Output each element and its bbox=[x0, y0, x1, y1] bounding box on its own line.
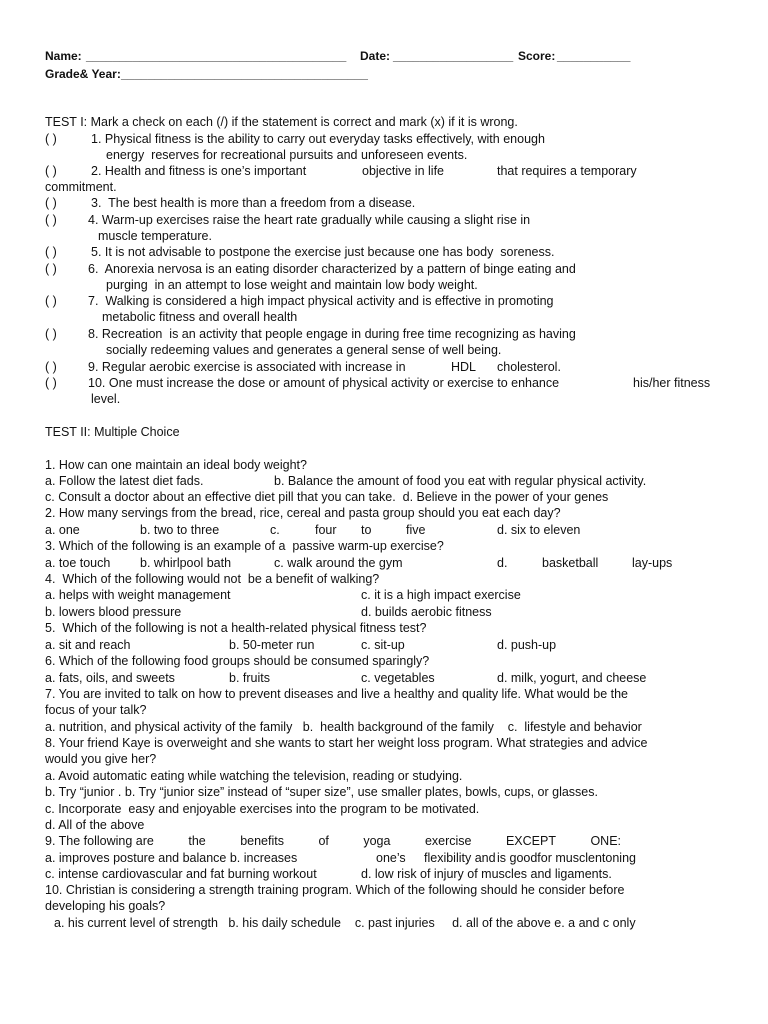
q9-options-ab-4: is goodfor musclentoning bbox=[497, 851, 636, 865]
q3-option-d-word2: lay-ups bbox=[632, 556, 673, 570]
item-3-paren[interactable]: ( ) bbox=[45, 196, 57, 210]
item-9-text-c: cholesterol. bbox=[497, 360, 561, 374]
q6-option-b: b. fruits bbox=[229, 671, 270, 685]
item-1-cont: energy reserves for recreational pursuits and unforeseen events. bbox=[106, 148, 468, 162]
q2-option-c-letter: c. bbox=[270, 523, 280, 537]
q3-option-d-word1: basketball bbox=[542, 556, 599, 570]
q4-option-b: b. lowers blood pressure bbox=[45, 605, 182, 619]
item-2-text-c: that requires a temporary bbox=[497, 164, 637, 178]
item-6-paren[interactable]: ( ) bbox=[45, 262, 57, 276]
q9-question bbox=[45, 834, 621, 849]
q9-word-3: benefits bbox=[240, 834, 284, 848]
test2-title: TEST II: Multiple Choice bbox=[45, 425, 180, 439]
q2-option-c-word2: to bbox=[361, 523, 372, 537]
q8-option-a: a. Avoid automatic eating while watching the television, reading or studying. bbox=[45, 769, 463, 783]
q9-word-5: yoga bbox=[363, 834, 391, 848]
item-8-paren[interactable]: ( ) bbox=[45, 327, 57, 341]
q1-option-cd: c. Consult a doctor about an effective diet pill that you can take. d. Believe in the power of your genes bbox=[45, 490, 609, 504]
q6-option-c: c. vegetables bbox=[361, 671, 435, 685]
item-8-cont: socially redeeming values and generates a general sense of well being. bbox=[106, 343, 502, 357]
q8-question-line1: 8. Your friend Kaye is overweight and she wants to start her weight loss program. What strategies and advice bbox=[45, 736, 648, 750]
q10-question-line2: developing his goals? bbox=[45, 899, 166, 913]
q7-options: a. nutrition, and physical activity of the family b. health background of the family c. lifestyle and behavior bbox=[45, 720, 642, 734]
item-9-text-b: HDL bbox=[451, 360, 477, 374]
q6-option-a: a. fats, oils, and sweets bbox=[45, 671, 175, 685]
item-10-text-a: 10. One must increase the dose or amount of physical activity or exercise to enhance bbox=[88, 376, 560, 390]
q10-question-line1: 10. Christian is considering a strength training program. Which of the following should he consider before bbox=[45, 883, 625, 897]
name-blank[interactable]: _______________________________________ bbox=[86, 49, 347, 63]
q1-option-b: b. Balance the amount of food you eat with regular physical activity. bbox=[274, 474, 647, 488]
q8-option-c: c. Incorporate easy and enjoyable exercises into the program to be motivated. bbox=[45, 802, 480, 816]
q9-word-4: of bbox=[318, 834, 329, 848]
score-label: Score: bbox=[518, 49, 556, 63]
item-2-text-b: objective in life bbox=[362, 164, 444, 178]
item-2-cont: commitment. bbox=[45, 180, 117, 194]
q9-options-ab-2: one’s bbox=[376, 851, 406, 865]
score-blank[interactable]: ___________ bbox=[557, 49, 631, 63]
item-6-text: 6. Anorexia nervosa is an eating disorder characterized by a pattern of binge eating and bbox=[88, 262, 576, 276]
item-9-text-a: 9. Regular aerobic exercise is associated with increase in bbox=[88, 360, 406, 374]
q4-question: 4. Which of the following would not be a benefit of walking? bbox=[45, 572, 380, 586]
test1-instruction: TEST I: Mark a check on each (/) if the statement is correct and mark (x) if it is wrong. bbox=[45, 115, 518, 129]
q4-option-a: a. helps with weight management bbox=[45, 588, 231, 602]
q2-option-c-word1: four bbox=[315, 523, 337, 537]
item-3-text: 3. The best health is more than a freedom from a disease. bbox=[91, 196, 416, 210]
q2-option-c-word3: five bbox=[406, 523, 426, 537]
q8-option-d: d. All of the above bbox=[45, 818, 145, 832]
q9-option-d: d. low risk of injury of muscles and ligaments. bbox=[361, 867, 612, 881]
q1-option-a: a. Follow the latest diet fads. bbox=[45, 474, 204, 488]
item-1-text: 1. Physical fitness is the ability to carry out everyday tasks effectively, with enough bbox=[91, 132, 545, 146]
item-1-paren[interactable]: ( ) bbox=[45, 132, 57, 146]
q3-question: 3. Which of the following is an example of a passive warm-up exercise? bbox=[45, 539, 444, 553]
q3-option-c: c. walk around the gym bbox=[274, 556, 403, 570]
item-4-paren[interactable]: ( ) bbox=[45, 213, 57, 227]
item-7-cont: metabolic fitness and overall health bbox=[102, 310, 298, 324]
q2-option-a: a. one bbox=[45, 523, 80, 537]
q7-question-line1: 7. You are invited to talk on how to prevent diseases and live a healthy and quality life. What would be the bbox=[45, 687, 629, 701]
name-label: Name: bbox=[45, 49, 82, 63]
q4-option-c: c. it is a high impact exercise bbox=[361, 588, 521, 602]
date-blank[interactable]: __________________ bbox=[393, 49, 514, 63]
grade-year-blank[interactable]: _____________________________________ bbox=[121, 67, 368, 81]
q9-options-ab-3: flexibility and bbox=[424, 851, 496, 865]
item-7-text: 7. Walking is considered a high impact physical activity and is effective in promoting bbox=[88, 294, 554, 308]
item-2-paren[interactable]: ( ) bbox=[45, 164, 57, 178]
item-10-paren[interactable]: ( ) bbox=[45, 376, 57, 390]
q4-option-d: d. builds aerobic fitness bbox=[361, 605, 492, 619]
q5-option-a: a. sit and reach bbox=[45, 638, 131, 652]
item-7-paren[interactable]: ( ) bbox=[45, 294, 57, 308]
q5-option-c: c. sit-up bbox=[361, 638, 405, 652]
q9-word-1: 9. The following are bbox=[45, 834, 154, 848]
q9-word-8: ONE: bbox=[590, 834, 621, 848]
q5-option-d: d. push-up bbox=[497, 638, 557, 652]
q2-option-d: d. six to eleven bbox=[497, 523, 581, 537]
date-label: Date: bbox=[360, 49, 391, 63]
item-9-paren[interactable]: ( ) bbox=[45, 360, 57, 374]
q2-question: 2. How many servings from the bread, rice, cereal and pasta group should you eat each day? bbox=[45, 506, 561, 520]
grade-year-label: Grade& Year: bbox=[45, 67, 121, 81]
item-2-text-a: 2. Health and fitness is one’s important bbox=[91, 164, 307, 178]
q9-word-7: EXCEPT bbox=[505, 834, 556, 848]
q10-options: a. his current level of strength b. his daily schedule c. past injuries d. all of the above e. a and c only bbox=[54, 916, 636, 930]
item-8-text: 8. Recreation is an activity that people engage in during free time recognizing as having bbox=[88, 327, 576, 341]
q3-option-d-letter: d. bbox=[497, 556, 508, 570]
q6-option-d: d. milk, yogurt, and cheese bbox=[497, 671, 647, 685]
item-6-cont: purging in an attempt to lose weight and maintain low body weight. bbox=[106, 278, 478, 292]
item-10-cont: level. bbox=[91, 392, 121, 406]
q3-option-a: a. toe touch bbox=[45, 556, 111, 570]
item-5-text: 5. It is not advisable to postpone the exercise just because one has body soreness. bbox=[91, 245, 555, 259]
q6-question: 6. Which of the following food groups should be consumed sparingly? bbox=[45, 654, 430, 668]
q9-options-ab-1: a. improves posture and balance b. increases bbox=[45, 851, 298, 865]
q7-question-line2: focus of your talk? bbox=[45, 703, 147, 717]
q9-option-c: c. intense cardiovascular and fat burning workout bbox=[45, 867, 317, 881]
q8-question-line2: would you give her? bbox=[45, 752, 157, 766]
q5-option-b: b. 50-meter run bbox=[229, 638, 315, 652]
item-10-text-b: his/her fitness bbox=[633, 376, 711, 390]
q1-question: 1. How can one maintain an ideal body weight? bbox=[45, 458, 307, 472]
item-4-cont: muscle temperature. bbox=[98, 229, 212, 243]
q9-word-6: exercise bbox=[424, 834, 472, 848]
q5-question: 5. Which of the following is not a health-related physical fitness test? bbox=[45, 621, 427, 635]
q3-option-b: b. whirlpool bath bbox=[140, 556, 232, 570]
item-5-paren[interactable]: ( ) bbox=[45, 245, 57, 259]
item-4-text: 4. Warm-up exercises raise the heart rate gradually while causing a slight rise in bbox=[88, 213, 531, 227]
q2-option-b: b. two to three bbox=[140, 523, 220, 537]
q8-option-b: b. Try “junior . b. Try “junior size” instead of “super size”, use smaller plates, bowls, cups, or glasses. bbox=[45, 785, 598, 799]
q9-word-2: the bbox=[188, 834, 206, 848]
